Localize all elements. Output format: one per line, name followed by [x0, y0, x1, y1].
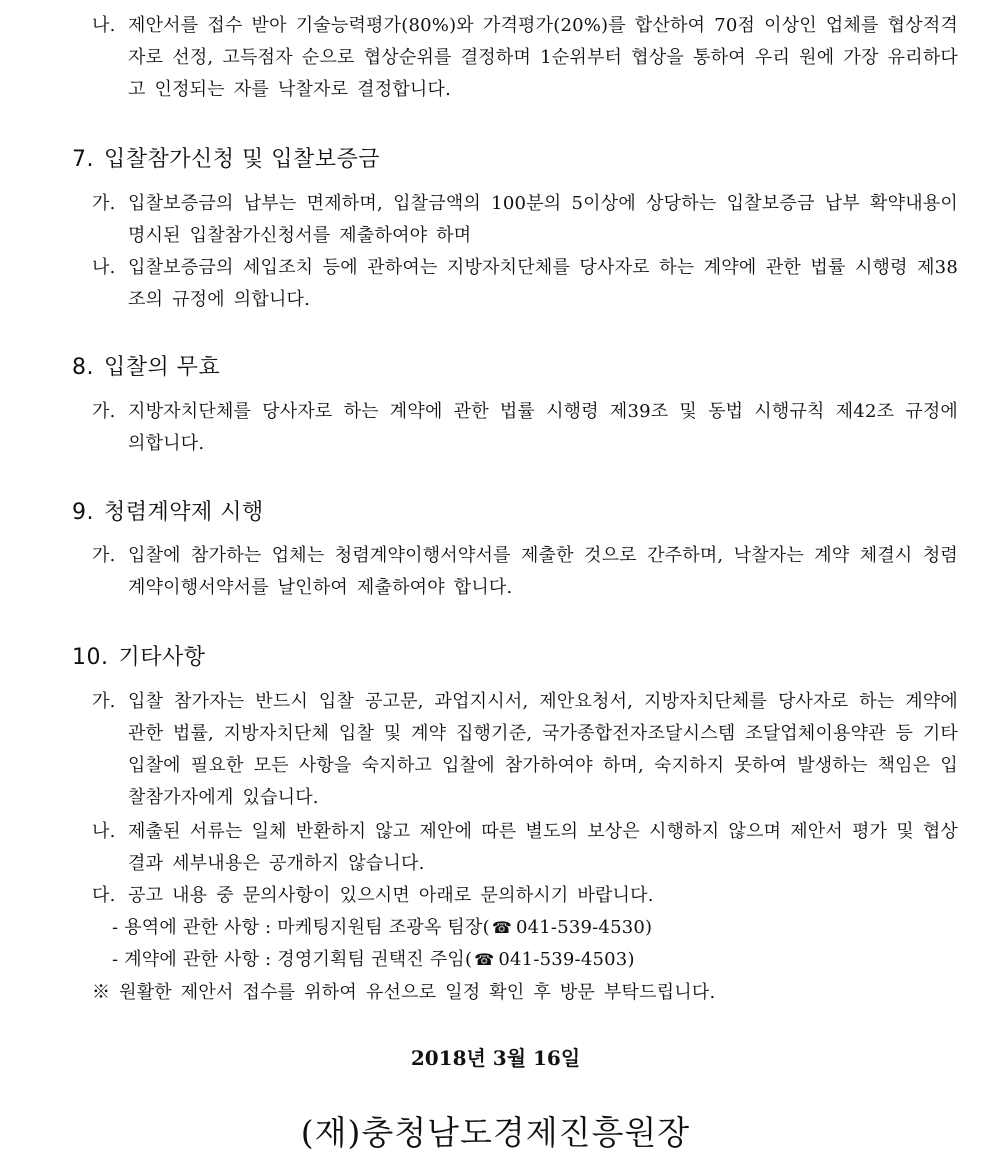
contact-prefix: - 계약에 관한 사항 : 경영기획팀 권택진 주임(: [112, 949, 473, 970]
section-title: 기타사항: [118, 645, 206, 670]
contact-phone: 041-539-4503: [498, 949, 628, 970]
visit-note: ※ 원활한 제안서 접수를 위하여 유선으로 일정 확인 후 방문 부탁드립니다.: [92, 982, 716, 1003]
contact-service: [112, 913, 652, 943]
section-title: 청렴계약제 시행: [104, 500, 264, 525]
section10-item-ga: [92, 686, 958, 814]
contact-contract: [112, 945, 635, 975]
section-number: 10.: [72, 645, 109, 670]
item-marker: 나.: [92, 257, 116, 278]
section9-item-ga: [92, 540, 958, 604]
section7-item-ga: [92, 188, 958, 252]
section-number: 8.: [72, 355, 94, 380]
section10-item-na: [92, 816, 958, 880]
section-title: 입찰참가신청 및 입찰보증금: [104, 147, 381, 172]
item-marker: 나.: [92, 821, 116, 842]
phone-icon: ☎: [491, 918, 512, 937]
contact-phone: 041-539-4530: [515, 917, 646, 938]
item-text: 제출된 서류는 일체 반환하지 않고 제안에 따른 별도의 보상은 시행하지 않으며 제안서 평가 및 협상결과 세부내용은 공개하지 않습니다.: [128, 821, 958, 874]
section-title: 입찰의 무효: [104, 355, 221, 380]
section9-heading: [72, 498, 264, 528]
item-marker: 가.: [92, 691, 116, 712]
phone-icon: ☎: [474, 950, 495, 969]
contact-prefix: - 용역에 관한 사항 : 마케팅지원팀 조광옥 팀장(: [112, 917, 490, 938]
item-marker: 가.: [92, 401, 116, 422]
section10-item-da: [92, 880, 958, 912]
contact-suffix: ): [645, 917, 653, 938]
document-date: 2018년 3월 16일: [410, 1046, 581, 1070]
item-marker: 가.: [92, 193, 116, 214]
section-number: 9.: [72, 500, 94, 525]
section10-heading: [72, 643, 206, 673]
item-text: 제안서를 접수 받아 기술능력평가(80%)와 가격평가(20%)를 합산하여 70점 이상인 업체를 협상적격자로 선정, 고득점자 순으로 협상순위를 결정하며 1순위부터 협상을 통하여 우리 원에 가장 유리하다고 인정되는 자를 낙찰자로 결정합니다.: [128, 15, 958, 100]
section8-item-ga: [92, 396, 958, 460]
item-marker: 가.: [92, 545, 116, 566]
contact-suffix: ): [627, 949, 635, 970]
item-text: 입찰에 참가하는 업체는 청렴계약이행서약서를 제출한 것으로 간주하며, 낙찰자는 계약 체결시 청렴계약이행서약서를 날인하여 제출하여야 합니다.: [128, 545, 958, 598]
section8-heading: [72, 353, 220, 383]
item-text: 입찰 참가자는 반드시 입찰 공고문, 과업지시서, 제안요청서, 지방자치단체를 당사자로 하는 계약에 관한 법률, 지방자치단체 입찰 및 계약 집행기준, 국가종합전자조달시스템 조달업체이용약관 등 기타 입찰에 필요한 모든 사항을 숙지하고 입찰에 참가하여야 하며, 숙지하지 못하여 발생하는 책임은 입찰참가자에게 있습니다.: [128, 691, 958, 808]
item-marker: 다.: [92, 885, 116, 906]
organization-name: (재)충청남도경제진흥원장: [300, 1113, 691, 1152]
item-marker: 나.: [92, 15, 116, 36]
section7-item-na: [92, 252, 958, 316]
item-text: 입찰보증금의 세입조치 등에 관하여는 지방자치단체를 당사자로 하는 계약에 관한 법률 시행령 제38조의 규정에 의합니다.: [128, 257, 958, 310]
item-text: 지방자치단체를 당사자로 하는 계약에 관한 법률 시행령 제39조 및 동법 시행규칙 제42조 규정에 의합니다.: [128, 401, 958, 454]
item-text: 입찰보증금의 납부는 면제하며, 입찰금액의 100분의 5이상에 상당하는 입찰보증금 납부 확약내용이 명시된 입찰참가신청서를 제출하여야 하며: [128, 193, 958, 246]
section-number: 7.: [72, 147, 94, 172]
item-text: 공고 내용 중 문의사항이 있으시면 아래로 문의하시기 바랍니다.: [128, 885, 654, 906]
section7-heading: [72, 145, 380, 175]
section6-item-na: [92, 10, 958, 106]
